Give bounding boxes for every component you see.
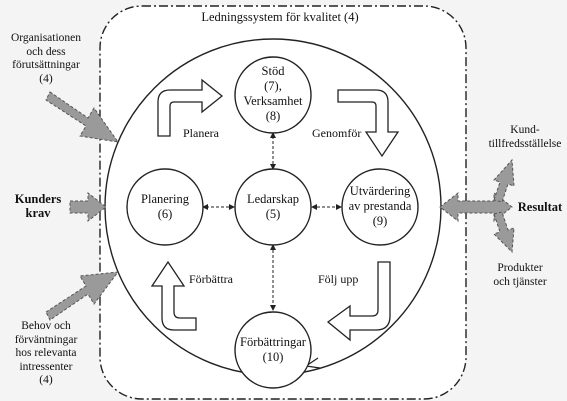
input-kunders-krav: Kunders krav	[14, 192, 62, 220]
output-arrow-kundtillfredsstallelse	[494, 160, 514, 202]
node-utvardering: Utvärdering av prestanda (9)	[348, 184, 412, 228]
label-genomfor: Genomför	[312, 126, 362, 140]
input-organisationen: Organisationen och dess förutsättningar (4)	[10, 32, 82, 85]
label-folj-upp: Följ upp	[318, 272, 359, 286]
node-stod: Stöd (7), Verksamhet (8)	[243, 64, 303, 123]
output-resultat: Resultat	[517, 200, 563, 214]
node-ledarskap: Ledarskap (5)	[246, 192, 300, 221]
output-kundtillfredsstallelse: Kund- tillfredsställelse	[488, 124, 562, 150]
node-forbattringar: Förbättringar (10)	[240, 335, 306, 364]
label-forbattra: Förbättra	[189, 272, 233, 286]
frame-title: Ledningssystem för kvalitet (4)	[201, 10, 359, 24]
output-arrow-produkter	[494, 212, 514, 252]
input-behov: Behov och förväntningar hos relevanta intressenter (4)	[14, 320, 78, 386]
label-planera: Planera	[183, 126, 219, 140]
node-planering: Planering (6)	[141, 192, 189, 221]
output-produkter: Produkter och tjänster	[493, 262, 547, 288]
